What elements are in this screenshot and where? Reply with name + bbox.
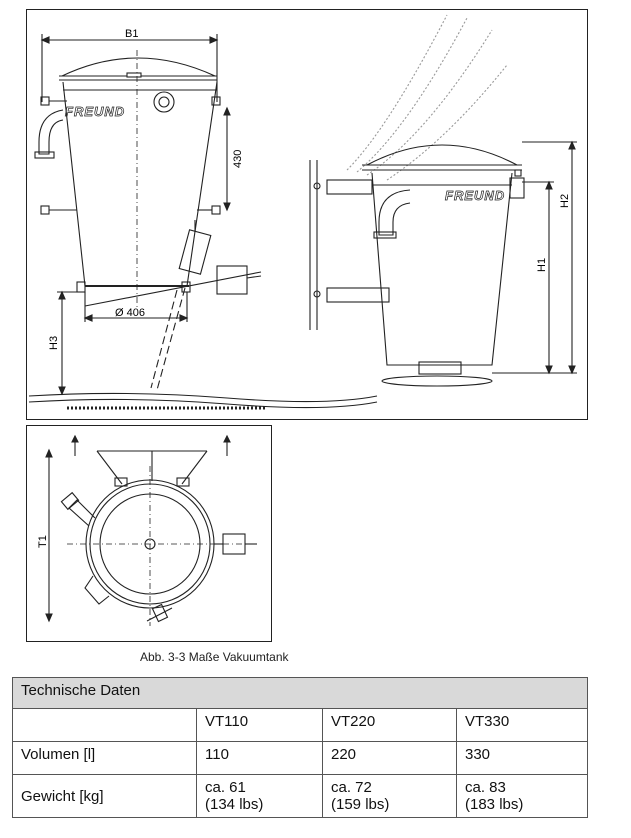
side-view-drawing <box>27 10 589 421</box>
row-label: Volumen [l] <box>13 742 197 775</box>
top-view-drawing-frame <box>26 425 272 642</box>
row-label: Gewicht [kg] <box>13 775 197 818</box>
logo-freund-left: FREUND <box>65 104 126 119</box>
header-cell: VT110 <box>197 709 323 742</box>
side-view-drawing-frame <box>26 9 588 420</box>
table-row <box>13 775 588 818</box>
weight-kg: ca. 72 <box>331 779 372 796</box>
discharge-plate <box>382 376 492 386</box>
table-cell <box>457 775 588 818</box>
top-view-drawing <box>27 426 273 643</box>
left-inlet-pipe <box>39 110 63 154</box>
table-cell: 330 <box>457 742 588 775</box>
table-cell <box>323 775 457 818</box>
table-title-row <box>13 678 588 709</box>
table-cell: 110 <box>197 742 323 775</box>
table-title: Technische Daten <box>13 678 588 709</box>
weight-lbs: (134 lbs) <box>205 796 264 813</box>
weight-lbs: (183 lbs) <box>465 796 524 813</box>
label-h2: H2 <box>559 193 571 208</box>
label-t1: T1 <box>37 535 49 548</box>
weight-lbs: (159 lbs) <box>331 796 390 813</box>
header-cell <box>13 709 197 742</box>
table-cell <box>197 775 323 818</box>
figure-caption: Abb. 3-3 Maße Vakuumtank <box>140 650 289 664</box>
weight-kg: ca. 61 <box>205 779 246 796</box>
label-406: Ø 406 <box>115 307 145 319</box>
arrow-head <box>42 37 49 43</box>
label-h1: H1 <box>536 257 548 272</box>
right-tank-lid <box>367 145 517 165</box>
table-header-row <box>13 709 588 742</box>
table-row <box>13 742 588 775</box>
inlet-port <box>154 92 174 112</box>
label-b1: B1 <box>125 28 139 40</box>
right-inlet-pipe <box>379 190 410 235</box>
weight-kg: ca. 83 <box>465 779 506 796</box>
technical-data-table <box>12 677 588 818</box>
arrow-head <box>210 37 217 43</box>
logo-freund-right: FREUND <box>445 188 506 203</box>
header-cell: VT220 <box>323 709 457 742</box>
header-cell: VT330 <box>457 709 588 742</box>
label-430: 430 <box>232 149 244 168</box>
label-h3: H3 <box>48 335 60 350</box>
table-cell: 220 <box>323 742 457 775</box>
